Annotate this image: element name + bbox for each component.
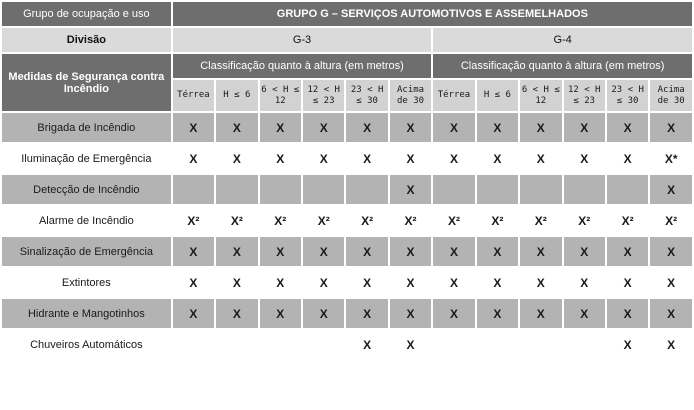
requirement-cell [260,175,301,204]
table-row [2,206,692,235]
requirement-cell [173,330,214,359]
requirement-cell: X [303,113,344,142]
requirement-cell: X [650,175,692,204]
requirement-cell: X² [477,206,518,235]
measures-label: Medidas de Segurança contra Incêndio [2,54,171,111]
requirement-cell: X [260,299,301,328]
requirement-cell: X² [173,206,214,235]
requirement-cell: X [477,113,518,142]
range-header: Acima de 30 [390,80,431,111]
requirement-cell [303,175,344,204]
requirement-cell: X [477,299,518,328]
classification-g3: Classificação quanto à altura (em metros) [173,54,432,78]
requirement-cell: X² [260,206,301,235]
requirement-cell: X [173,144,214,173]
table-row [2,237,692,266]
requirement-cell: X [433,144,474,173]
table-row [2,330,692,359]
requirement-cell: X [607,299,648,328]
requirement-cell: X [303,268,344,297]
requirement-cell: X [477,144,518,173]
requirement-cell: X² [433,206,474,235]
requirement-cell: X [607,144,648,173]
requirement-cell [477,330,518,359]
requirement-cell: X² [303,206,344,235]
table-row [2,113,692,142]
measure-label: Chuveiros Automáticos [2,330,171,359]
table-row [2,175,692,204]
requirement-cell [216,175,257,204]
range-header: 6 < H ≤ 12 [520,80,561,111]
requirement-cell: X [216,113,257,142]
requirement-cell: X [390,175,431,204]
requirement-cell: X² [564,206,605,235]
requirement-cell: X [173,268,214,297]
requirement-cell: X [390,113,431,142]
requirement-cell: X² [216,206,257,235]
requirement-cell: X [433,268,474,297]
measure-label: Extintores [2,268,171,297]
requirement-cell [477,175,518,204]
range-header: Acima de 30 [650,80,692,111]
requirement-cell [346,175,387,204]
requirement-cell: X² [650,206,692,235]
requirement-cell: X [390,299,431,328]
requirement-cell: X [433,299,474,328]
division-g3: G-3 [173,28,432,52]
requirement-cell: X [477,268,518,297]
requirement-cell: X [260,268,301,297]
requirement-cell: X [346,299,387,328]
requirement-cell: X [346,113,387,142]
requirement-cell: X² [520,206,561,235]
requirement-cell: X [564,237,605,266]
requirement-cell: X [650,113,692,142]
requirement-cell: X [346,144,387,173]
requirement-cell: X² [346,206,387,235]
requirement-cell: X [564,113,605,142]
requirement-cell [173,175,214,204]
requirement-cell: X [607,268,648,297]
measure-rows [2,113,692,359]
range-header: H ≤ 6 [477,80,518,111]
group-title: GRUPO G – SERVIÇOS AUTOMOTIVOS E ASSEMELHADOS [173,2,692,26]
requirement-cell: X [520,144,561,173]
range-header: 12 < H ≤ 23 [303,80,344,111]
requirement-cell: X [173,113,214,142]
range-header: H ≤ 6 [216,80,257,111]
requirement-cell [564,330,605,359]
requirement-cell: X [303,237,344,266]
requirement-cell: X [520,237,561,266]
requirement-cell: X [260,113,301,142]
requirement-cell: X [607,113,648,142]
requirement-cell: X [216,144,257,173]
requirement-cell: X [650,330,692,359]
requirement-cell [520,330,561,359]
requirement-cell [607,175,648,204]
requirement-cell: X [216,299,257,328]
table-row [2,268,692,297]
requirement-cell: X [564,299,605,328]
requirement-cell: X [216,237,257,266]
requirement-cell: X [520,113,561,142]
requirement-cell: X [346,237,387,266]
requirement-cell: X [173,237,214,266]
requirement-cell: X [390,237,431,266]
division-label: Divisão [2,28,171,52]
requirement-cell: X [260,144,301,173]
requirement-cell: X [607,237,648,266]
requirement-cell [216,330,257,359]
table-row [2,144,692,173]
requirement-cell: X [520,268,561,297]
requirement-cell: X [433,237,474,266]
requirement-cell: X [390,144,431,173]
requirement-cell: X [216,268,257,297]
division-g4: G-4 [433,28,692,52]
classification-g4: Classificação quanto à altura (em metros) [433,54,692,78]
occupancy-group-label: Grupo de ocupação e uso [2,2,171,26]
requirement-cell: X [650,268,692,297]
range-header: Térrea [173,80,214,111]
measure-label: Alarme de Incêndio [2,206,171,235]
measure-label: Iluminação de Emergência [2,144,171,173]
requirement-cell: X [650,299,692,328]
measure-label: Hidrante e Mangotinhos [2,299,171,328]
requirement-cell: X [260,237,301,266]
requirement-cell [433,175,474,204]
requirement-cell: X [520,299,561,328]
requirement-cell: X [650,237,692,266]
requirement-cell: X [564,144,605,173]
range-header: 23 < H ≤ 30 [607,80,648,111]
requirement-cell: X [303,144,344,173]
requirement-cell: X [390,330,431,359]
range-header: 12 < H ≤ 23 [564,80,605,111]
table-row [2,299,692,328]
requirement-cell: X [346,268,387,297]
requirement-cell [260,330,301,359]
requirement-cell: X [390,268,431,297]
requirement-cell: X² [607,206,648,235]
requirement-cell [564,175,605,204]
measure-label: Detecção de Incêndio [2,175,171,204]
measure-label: Sinalização de Emergência [2,237,171,266]
requirement-cell: X [303,299,344,328]
requirement-cell: X [564,268,605,297]
requirement-cell [520,175,561,204]
requirement-cell: X* [650,144,692,173]
measure-label: Brigada de Incêndio [2,113,171,142]
requirement-cell: X [607,330,648,359]
requirement-cell [433,330,474,359]
requirement-cell: X [433,113,474,142]
requirement-cell: X² [390,206,431,235]
requirement-cell: X [346,330,387,359]
range-header: Térrea [433,80,474,111]
range-header: 6 < H ≤ 12 [260,80,301,111]
range-header: 23 < H ≤ 30 [346,80,387,111]
requirement-cell: X [477,237,518,266]
requirement-cell [303,330,344,359]
requirement-cell: X [173,299,214,328]
